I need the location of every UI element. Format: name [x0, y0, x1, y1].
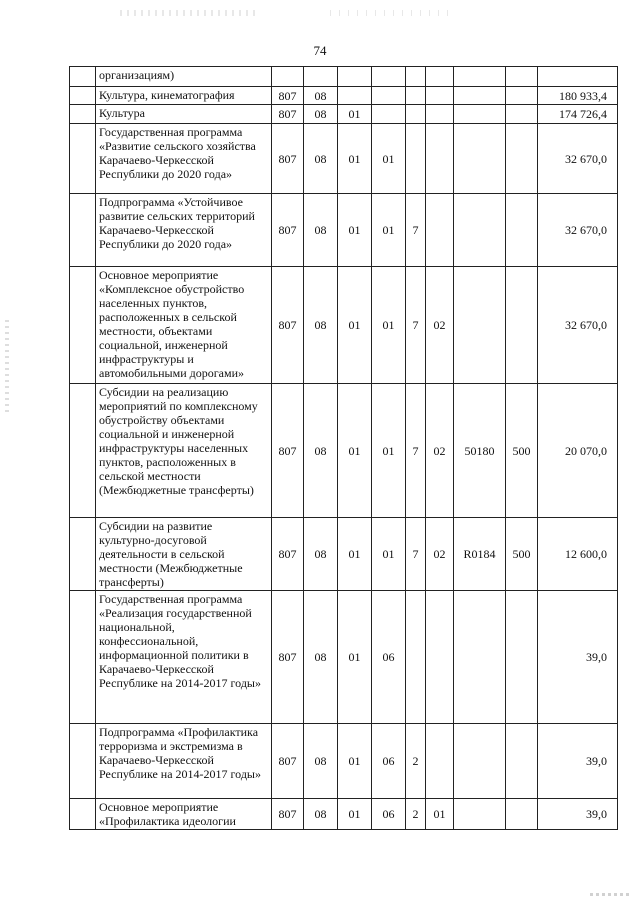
item-name-cell: Основное мероприятие «Комплексное обустройство населенных пунктов, расположенных в сельской местности, объектами социальной, инженерной инфраструктуры и автомобильными дорогами»	[96, 267, 272, 384]
direction-code-cell	[454, 267, 506, 384]
program-code-cell: 06	[372, 591, 406, 724]
amount-cell: 39,0	[538, 591, 618, 724]
item-name-cell: Государственная программа «Развитие сельского хозяйства Карачаево-Черкесской Республики до 2020 года»	[96, 124, 272, 194]
direction-code-cell: 50180	[454, 384, 506, 518]
row-number-cell	[70, 124, 96, 194]
expense-type-cell: 500	[506, 384, 538, 518]
subprogram-code-cell: 2	[406, 799, 426, 830]
direction-code-cell	[454, 799, 506, 830]
direction-code-cell	[454, 87, 506, 105]
ved-code-cell: 807	[272, 105, 304, 124]
subsection-code-cell: 01	[338, 591, 372, 724]
table-row	[70, 799, 618, 830]
program-code-cell: 01	[372, 124, 406, 194]
row-number-cell	[70, 799, 96, 830]
subsection-code-cell: 01	[338, 194, 372, 267]
subprogram-code-cell	[406, 87, 426, 105]
amount-cell	[538, 67, 618, 87]
subprogram-code-cell	[406, 67, 426, 87]
table-row	[70, 87, 618, 105]
subsection-code-cell: 01	[338, 105, 372, 124]
section-code-cell: 08	[304, 267, 338, 384]
activity-code-cell	[426, 124, 454, 194]
subsection-code-cell	[338, 67, 372, 87]
expense-type-cell	[506, 124, 538, 194]
ved-code-cell: 807	[272, 384, 304, 518]
ved-code-cell: 807	[272, 267, 304, 384]
activity-code-cell: 02	[426, 384, 454, 518]
item-name-cell: Субсидии на развитие культурно-досуговой деятельности в сельской местности (Межбюджетные трансферты)	[96, 518, 272, 591]
program-code-cell	[372, 105, 406, 124]
item-name-cell: Культура, кинематография	[96, 87, 272, 105]
table-row	[70, 124, 618, 194]
section-code-cell: 08	[304, 591, 338, 724]
expense-type-cell	[506, 67, 538, 87]
amount-cell: 180 933,4	[538, 87, 618, 105]
row-number-cell	[70, 518, 96, 591]
direction-code-cell	[454, 67, 506, 87]
subprogram-code-cell: 7	[406, 267, 426, 384]
item-name-cell: организациям)	[96, 67, 272, 87]
program-code-cell: 01	[372, 194, 406, 267]
ved-code-cell: 807	[272, 591, 304, 724]
ved-code-cell: 807	[272, 799, 304, 830]
expense-type-cell	[506, 591, 538, 724]
subprogram-code-cell: 7	[406, 518, 426, 591]
item-name-cell: Субсидии на реализацию мероприятий по комплексному обустройству объектами социальной и инженерной инфраструктуры населенных пунктов, расположенных в сельской местности (Межбюджетные трансферты)	[96, 384, 272, 518]
scan-noise-left-edge	[5, 320, 9, 415]
amount-cell: 174 726,4	[538, 105, 618, 124]
row-number-cell	[70, 724, 96, 799]
activity-code-cell: 02	[426, 267, 454, 384]
scan-noise-top-left	[120, 10, 260, 16]
item-name-cell: Государственная программа «Реализация государственной национальной, конфессиональной, информационной политики в Карачаево-Черкесской Республике на 2014-2017 годы»	[96, 591, 272, 724]
section-code-cell: 08	[304, 724, 338, 799]
program-code-cell	[372, 67, 406, 87]
section-code-cell: 08	[304, 124, 338, 194]
table-row	[70, 67, 618, 87]
direction-code-cell: R0184	[454, 518, 506, 591]
amount-cell: 32 670,0	[538, 267, 618, 384]
subsection-code-cell: 01	[338, 518, 372, 591]
amount-cell: 39,0	[538, 799, 618, 830]
ved-code-cell: 807	[272, 87, 304, 105]
expense-type-cell	[506, 724, 538, 799]
direction-code-cell	[454, 591, 506, 724]
ved-code-cell: 807	[272, 124, 304, 194]
table-row	[70, 194, 618, 267]
ved-code-cell	[272, 67, 304, 87]
subprogram-code-cell: 2	[406, 724, 426, 799]
expense-type-cell	[506, 799, 538, 830]
table-row	[70, 105, 618, 124]
amount-cell: 12 600,0	[538, 518, 618, 591]
row-number-cell	[70, 194, 96, 267]
page-number: 74	[313, 43, 327, 58]
item-name-cell: Основное мероприятие «Профилактика идеологии	[96, 799, 272, 830]
expense-type-cell	[506, 87, 538, 105]
subsection-code-cell: 01	[338, 124, 372, 194]
expense-type-cell: 500	[506, 518, 538, 591]
amount-cell: 32 670,0	[538, 194, 618, 267]
amount-cell: 20 070,0	[538, 384, 618, 518]
section-code-cell	[304, 67, 338, 87]
table-row	[70, 591, 618, 724]
activity-code-cell	[426, 724, 454, 799]
section-code-cell: 08	[304, 799, 338, 830]
table-row	[70, 384, 618, 518]
activity-code-cell	[426, 105, 454, 124]
subprogram-code-cell: 7	[406, 384, 426, 518]
section-code-cell: 08	[304, 194, 338, 267]
direction-code-cell	[454, 724, 506, 799]
amount-cell: 32 670,0	[538, 124, 618, 194]
direction-code-cell	[454, 124, 506, 194]
row-number-cell	[70, 105, 96, 124]
section-code-cell: 08	[304, 384, 338, 518]
activity-code-cell	[426, 194, 454, 267]
item-name-cell: Культура	[96, 105, 272, 124]
program-code-cell: 06	[372, 799, 406, 830]
row-number-cell	[70, 384, 96, 518]
subprogram-code-cell: 7	[406, 194, 426, 267]
subsection-code-cell: 01	[338, 799, 372, 830]
scan-noise-bottom-right	[590, 893, 630, 896]
row-number-cell	[70, 87, 96, 105]
ved-code-cell: 807	[272, 518, 304, 591]
subsection-code-cell: 01	[338, 724, 372, 799]
direction-code-cell	[454, 194, 506, 267]
row-number-cell	[70, 591, 96, 724]
activity-code-cell: 02	[426, 518, 454, 591]
subprogram-code-cell	[406, 591, 426, 724]
ved-code-cell: 807	[272, 724, 304, 799]
ved-code-cell: 807	[272, 194, 304, 267]
row-number-cell	[70, 267, 96, 384]
section-code-cell: 08	[304, 105, 338, 124]
expense-type-cell	[506, 105, 538, 124]
table-row	[70, 724, 618, 799]
subsection-code-cell	[338, 87, 372, 105]
scan-noise-top-right	[330, 10, 450, 16]
program-code-cell: 01	[372, 384, 406, 518]
direction-code-cell	[454, 105, 506, 124]
subsection-code-cell: 01	[338, 267, 372, 384]
subprogram-code-cell	[406, 105, 426, 124]
table-row	[70, 267, 618, 384]
amount-cell: 39,0	[538, 724, 618, 799]
item-name-cell: Подпрограмма «Профилактика терроризма и экстремизма в Карачаево-Черкесской Республике на 2014-2017 годы»	[96, 724, 272, 799]
section-code-cell: 08	[304, 518, 338, 591]
subsection-code-cell: 01	[338, 384, 372, 518]
activity-code-cell	[426, 67, 454, 87]
expense-type-cell	[506, 194, 538, 267]
expense-type-cell	[506, 267, 538, 384]
program-code-cell: 01	[372, 518, 406, 591]
item-name-cell: Подпрограмма «Устойчивое развитие сельских территорий Карачаево-Черкесской Республики до 2020 года»	[96, 194, 272, 267]
activity-code-cell	[426, 87, 454, 105]
activity-code-cell: 01	[426, 799, 454, 830]
program-code-cell	[372, 87, 406, 105]
table-body	[70, 67, 618, 830]
program-code-cell: 01	[372, 267, 406, 384]
section-code-cell: 08	[304, 87, 338, 105]
budget-table	[69, 66, 618, 830]
program-code-cell: 06	[372, 724, 406, 799]
subprogram-code-cell	[406, 124, 426, 194]
table-row	[70, 518, 618, 591]
activity-code-cell	[426, 591, 454, 724]
row-number-cell	[70, 67, 96, 87]
